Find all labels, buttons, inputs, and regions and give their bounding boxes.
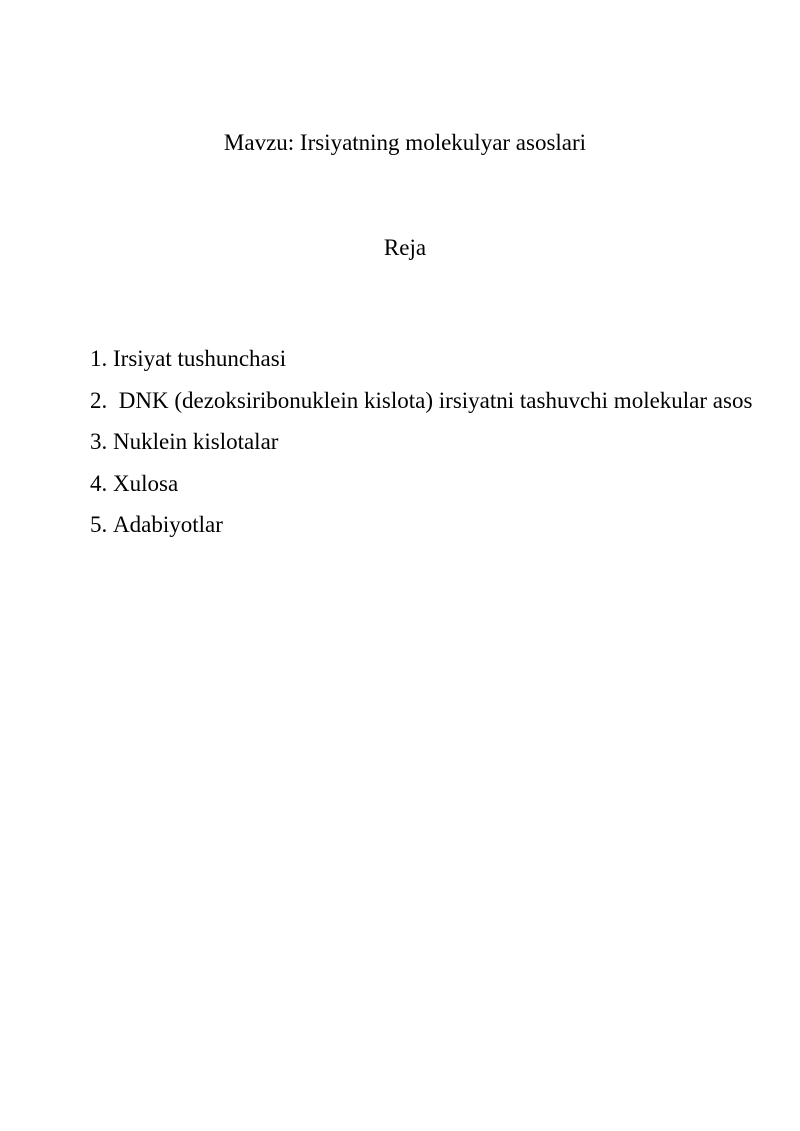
plan-item-number: 4. [90,470,113,496]
plan-item-text: Adabiyotlar [113,512,223,538]
plan-heading: Reja [383,235,427,260]
plan-item-number: 2. [90,387,119,413]
plan-item-4 [90,463,770,505]
plan-list [90,338,770,546]
plan-item-text: Irsiyat tushunchasi [113,346,287,371]
plan-item-5 [90,504,770,546]
plan-item-1 [90,338,770,380]
plan-item-2 [90,380,770,422]
plan-item-number: 5. [90,512,113,538]
plan-item-number: 1. [90,346,113,371]
plan-item-text: DNK (dezoksiribonuklein kislota) irsiyatni tashuvchi molekular asos [118,387,753,413]
plan-item-text: Nuklein kislotalar [113,429,279,455]
plan-item-text: Xulosa [113,470,179,496]
document-title: Mavzu: Irsiyatning molekulyar asoslari [223,130,587,155]
plan-item-3 [90,421,770,463]
plan-item-number: 3. [90,429,113,455]
